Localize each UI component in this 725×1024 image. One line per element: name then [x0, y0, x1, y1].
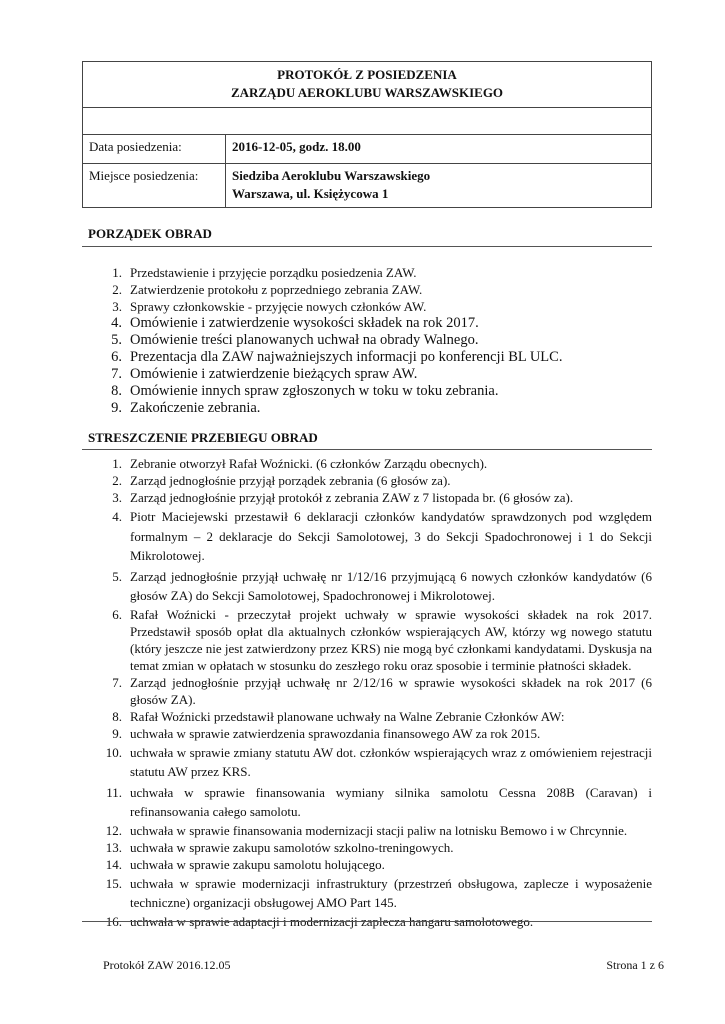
item-text: uchwała w sprawie finansowania modernizacji stacji paliw na lotnisku Bemowo i w Chrcynnie. — [130, 822, 628, 838]
item-number: 9. — [111, 400, 122, 416]
summary-heading: STRESZCZENIE PRZEBIEGU OBRAD — [88, 430, 318, 445]
item-text: Przedstawienie i przyjęcie porządku posiedzenia ZAW. — [130, 265, 417, 280]
list-item — [0, 856, 652, 873]
summary-list — [0, 455, 652, 930]
item-text: uchwała w sprawie zakupu samolotów szkolno-treningowych. — [130, 839, 454, 855]
list-item — [0, 315, 660, 332]
item-text: Zarząd jednogłośnie przyjął uchwałę nr 2/12/16 w sprawie wysokości składek na rok 2017 (6 głosów ZA). — [130, 674, 652, 707]
date-label: Data posiedzenia: — [83, 135, 226, 164]
item-number: 13. — [105, 839, 122, 855]
item-text: Zarząd jednogłośnie przyjął protokół z zebrania ZAW z 7 listopada br. (6 głosów za). — [130, 490, 574, 505]
item-number: 8. — [112, 708, 122, 724]
item-number: 4. — [111, 315, 122, 331]
item-text: Prezentacja dla ZAW najważniejszych informacji po konferencji BL ULC. — [130, 349, 563, 365]
agenda-heading: PORZĄDEK OBRAD — [88, 226, 212, 241]
item-text: uchwała w sprawie zakupu samolotu holującego. — [130, 856, 385, 872]
item-text: Omówienie i zatwierdzenie bieżących spraw AW. — [130, 366, 418, 382]
item-text: Rafał Woźnicki przedstawił planowane uchwały na Walne Zebranie Członków AW: — [130, 708, 565, 724]
list-item — [0, 743, 652, 782]
list-item — [0, 366, 660, 383]
item-number: 16. — [105, 913, 122, 929]
header-table — [82, 61, 652, 208]
item-text: Rafał Woźnicki - przeczytał projekt uchwały w sprawie wysokości składek na rok 2017. Przedstawił sposób opłat dla aktualnych członków wspierających AW, którzy wg nowego statutu (który jeszcze nie jest zatwierdzony przez KRS) nie mogą być członkami kandydatami. Dyskusja na temat zmian w opłatach w stosunku do zeszłego roku oraz sposobie i terminie płatności składek. — [130, 606, 652, 673]
agenda-divider — [82, 246, 652, 247]
item-number: 15. — [105, 875, 122, 891]
title-line-2: ZARZĄDU AEROKLUBU WARSZAWSKIEGO — [230, 85, 504, 100]
list-item — [0, 839, 652, 856]
item-number: 12. — [105, 822, 122, 838]
item-number: 3. — [112, 299, 122, 314]
list-item — [0, 349, 660, 366]
item-number: 10. — [105, 744, 122, 760]
item-number: 6. — [112, 606, 122, 622]
item-text: Sprawy członkowskie - przyjęcie nowych członków AW. — [130, 299, 427, 314]
list-item — [0, 332, 660, 349]
item-text: Piotr Maciejewski przestawił 6 deklaracji członków kandydatów sprawdzonych pod względem formalnym – 2 deklaracje do Sekcji Samolotowej, 3 do Sekcji Spadochronowej i 1 do Sekcji Mikrolotowej. — [130, 509, 652, 563]
item-number: 7. — [112, 674, 122, 690]
title-line-1: PROTOKÓŁ Z POSIEDZENIA — [277, 67, 457, 82]
list-item — [0, 567, 652, 606]
item-number: 11. — [106, 784, 122, 800]
item-number: 2. — [112, 282, 122, 297]
place-value — [226, 164, 652, 208]
item-number: 4. — [112, 509, 122, 524]
document-title — [83, 62, 652, 108]
item-text: Omówienie i zatwierdzenie wysokości składek na rok 2017. — [130, 315, 479, 331]
list-item — [0, 400, 660, 417]
item-text: Omówienie innych spraw zgłoszonych w toku w toku zebrania. — [130, 383, 499, 399]
footer-document-id: Protokół ZAW 2016.12.05 — [103, 958, 231, 972]
summary-divider — [82, 449, 652, 450]
list-item — [0, 264, 660, 281]
list-item — [0, 507, 652, 566]
place-line-2: Warszawa, ul. Księżycowa 1 — [232, 186, 389, 201]
list-item — [0, 874, 652, 913]
item-text: Zebranie otworzył Rafał Woźnicki. (6 członków Zarządu obecnych). — [130, 456, 488, 471]
item-number: 9. — [112, 725, 122, 741]
item-text: uchwała w sprawie zmiany statutu AW dot. członków wspierających wraz z omówieniem rejestracji statutu AW przez KRS. — [130, 744, 652, 779]
item-text: uchwała w sprawie finansowania wymiany silnika samolotu Cessna 208B (Caravan) i refinansowania całego samolotu. — [130, 784, 652, 819]
item-number: 1. — [112, 456, 122, 471]
list-item — [0, 281, 660, 298]
item-number: 2. — [112, 473, 122, 488]
agenda-list — [0, 264, 660, 417]
item-number: 1. — [112, 265, 122, 280]
item-number: 5. — [111, 332, 122, 348]
footer-page-number: Strona 1 z 6 — [606, 958, 664, 972]
list-item — [0, 489, 652, 506]
item-text: uchwała w sprawie zatwierdzenia sprawozdania finansowego AW za rok 2015. — [130, 725, 541, 741]
list-item — [0, 455, 652, 472]
item-text: Zakończenie zebrania. — [130, 400, 261, 416]
item-text: uchwała w sprawie modernizacji infrastruktury (przestrzeń obsługowa, zaplecze i wyposażenie techniczne) organizacji obsługowej AMO Part 145. — [130, 875, 652, 910]
summary-end-divider — [82, 921, 652, 922]
date-value: 2016-12-05, godz. 18.00 — [226, 135, 652, 164]
item-number: 14. — [105, 856, 122, 872]
item-number: 3. — [112, 490, 122, 505]
empty-row — [83, 108, 652, 135]
item-number: 6. — [111, 349, 122, 365]
item-text: Zarząd jednogłośnie przyjął uchwałę nr 1/12/16 przyjmującą 6 nowych członków kandydatów (6 głosów ZA) do Sekcji Samolotowej, Spadochronowej i Mikrolotowej. — [130, 568, 652, 603]
item-text: Zatwierdzenie protokołu z poprzedniego zebrania ZAW. — [130, 282, 423, 297]
list-item — [0, 606, 652, 674]
list-item — [0, 674, 652, 708]
item-number: 5. — [112, 568, 122, 584]
list-item — [0, 472, 652, 489]
list-item — [0, 822, 652, 839]
list-item — [0, 298, 660, 315]
list-item — [0, 383, 660, 400]
place-label: Miejsce posiedzenia: — [83, 164, 226, 208]
list-item — [0, 783, 652, 822]
list-item — [0, 725, 652, 742]
item-text: Zarząd jednogłośnie przyjął porządek zebrania (6 głosów za). — [130, 473, 451, 488]
item-text: Omówienie treści planowanych uchwał na obrady Walnego. — [130, 332, 479, 348]
item-number: 7. — [111, 366, 122, 382]
list-item — [0, 708, 652, 725]
item-number: 8. — [111, 383, 122, 399]
place-line-1: Siedziba Aeroklubu Warszawskiego — [232, 168, 431, 183]
item-text: uchwała w sprawie adaptacji i modernizacji zaplecza hangaru samolotowego. — [130, 913, 534, 929]
